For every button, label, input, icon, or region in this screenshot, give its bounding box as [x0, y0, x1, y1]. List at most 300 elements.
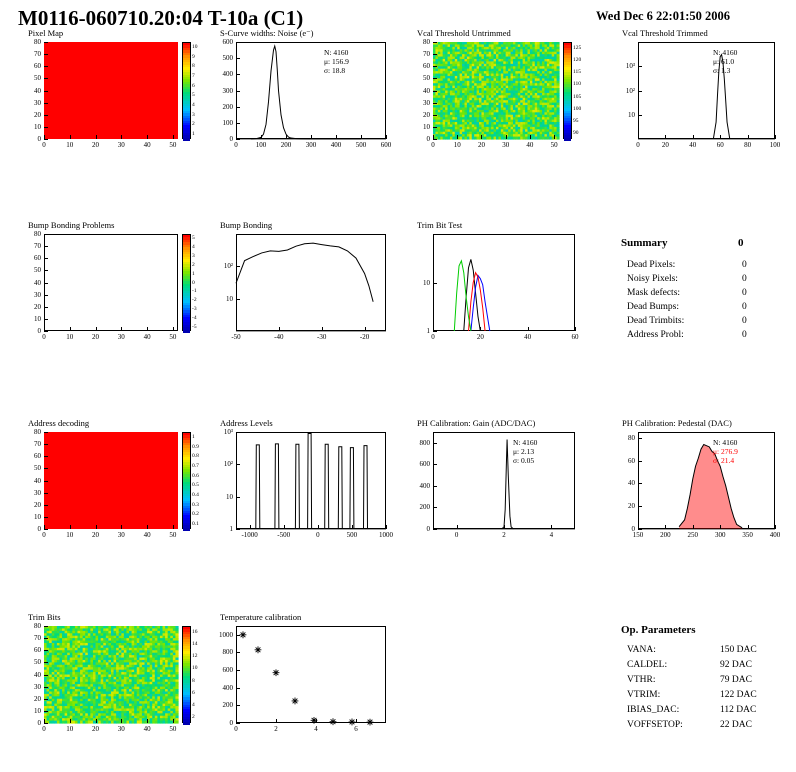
x-tick-label: 20 — [476, 333, 484, 341]
chart-panel-scurve-widths — [210, 30, 428, 185]
y-tick — [638, 506, 642, 507]
x-tick-label: 0 — [316, 531, 320, 539]
stat-line: σ: 1.3 — [713, 66, 731, 75]
stat-line: σ: 21.4 — [713, 456, 735, 465]
color-bar-label: 95 — [573, 117, 579, 124]
x-tick — [361, 135, 362, 139]
y-tick — [236, 652, 240, 653]
y-tick — [433, 464, 437, 465]
stat-line: μ: 61.0 — [713, 57, 735, 66]
y-tick — [44, 246, 48, 247]
summary-row-value: 0 — [742, 302, 747, 312]
color-bar-label: 125 — [573, 45, 582, 52]
chart-title-scurve-widths: S-Curve widths: Noise (e⁻) — [220, 28, 314, 38]
x-tick-label: 40 — [526, 141, 534, 149]
x-tick — [96, 327, 97, 331]
y-tick — [638, 483, 642, 484]
y-tick-label: 1 — [229, 525, 233, 533]
y-tick — [44, 432, 48, 433]
x-tick-label: 4 — [314, 725, 318, 733]
op-row-value: 122 DAC — [720, 690, 757, 700]
x-tick — [457, 525, 458, 529]
y-tick — [236, 497, 240, 498]
summary-row-value: 0 — [742, 316, 747, 326]
op-row-label: VANA: — [627, 645, 656, 655]
y-tick — [44, 91, 48, 92]
chart-title-vcal-threshold-untrimmed: Vcal Threshold Untrimmed — [417, 28, 511, 38]
x-tick-label: 30 — [117, 531, 125, 539]
y-tick — [236, 432, 240, 433]
x-tick — [693, 525, 694, 529]
chart-plot-temperature-calibration — [236, 626, 386, 723]
y-tick — [236, 91, 240, 92]
x-tick-label: -1000 — [241, 531, 258, 539]
y-tick-label: 60 — [628, 456, 635, 465]
y-tick — [44, 517, 48, 518]
summary-row-value: 0 — [742, 288, 747, 298]
y-tick-label: 60 — [34, 254, 41, 263]
x-tick-label: -30 — [317, 333, 327, 341]
x-tick — [386, 525, 387, 529]
y-tick — [44, 115, 48, 116]
chart-title-vcal-threshold-trimmed: Vcal Threshold Trimmed — [622, 28, 708, 38]
x-tick — [286, 135, 287, 139]
chart-panel-vcal-threshold-trimmed — [612, 30, 796, 185]
y-tick-label: 10³ — [625, 62, 635, 71]
stat-line: μ: 156.9 — [324, 57, 349, 66]
x-tick — [236, 327, 237, 331]
color-bar-label: 14 — [192, 641, 198, 648]
y-tick-label: 20 — [628, 502, 635, 511]
y-tick-label: 0 — [631, 525, 635, 533]
chart-plot-bump-bonding — [236, 234, 386, 331]
op-row-value: 22 DAC — [720, 720, 752, 730]
x-tick — [147, 135, 148, 139]
y-tick — [44, 675, 48, 676]
y-tick — [44, 650, 48, 651]
y-tick-label: 50 — [423, 74, 430, 83]
y-tick — [44, 234, 48, 235]
x-tick-label: 20 — [92, 531, 100, 539]
color-bar-label: 10 — [192, 665, 198, 672]
y-tick-label: 0 — [229, 719, 233, 727]
x-tick — [775, 135, 776, 139]
y-tick-label: 10² — [625, 86, 635, 95]
color-bar-label: 4 — [192, 244, 195, 251]
y-tick — [433, 443, 437, 444]
chart-panel-bump-bonding — [210, 222, 428, 377]
y-tick — [433, 66, 437, 67]
chart-panel-temperature-calibration — [210, 614, 428, 769]
color-bar-label: 1 — [192, 270, 195, 277]
summary-row-value: 0 — [742, 274, 747, 284]
x-tick — [365, 327, 366, 331]
y-tick — [44, 307, 48, 308]
y-tick — [236, 123, 240, 124]
y-tick — [44, 444, 48, 445]
x-tick — [316, 719, 317, 723]
y-tick-label: 1 — [426, 327, 430, 335]
y-tick — [44, 662, 48, 663]
color-bar-label: 0.5 — [192, 482, 199, 489]
page-title: M0116-060710.20:04 T-10a (C1) — [18, 6, 304, 30]
x-tick — [173, 327, 174, 331]
color-bar-label: 16 — [192, 629, 198, 636]
x-tick-label: 40 — [143, 141, 151, 149]
x-tick-label: 100 — [255, 141, 267, 149]
y-tick — [433, 127, 437, 128]
color-bar-label: 0.8 — [192, 453, 199, 460]
x-tick — [322, 327, 323, 331]
color-bar-label: -5 — [192, 323, 197, 330]
x-tick — [311, 135, 312, 139]
x-tick — [665, 135, 666, 139]
color-bar — [182, 42, 191, 139]
chart-plot-scurve-widths — [236, 42, 386, 139]
x-tick-label: -500 — [277, 531, 291, 539]
x-tick — [147, 327, 148, 331]
x-tick-label: 40 — [689, 141, 697, 149]
chart-plot-ph-calibration-gain — [433, 432, 575, 529]
y-tick — [638, 66, 642, 67]
y-tick-label: 600 — [222, 666, 233, 675]
x-tick — [748, 135, 749, 139]
chart-panel-ph-calibration-pedestal — [612, 420, 796, 575]
y-tick — [44, 638, 48, 639]
chart-title-ph-calibration-pedestal: PH Calibration: Pedestal (DAC) — [622, 418, 732, 428]
x-tick-label: 600 — [380, 141, 392, 149]
x-tick — [551, 525, 552, 529]
y-tick-label: 50 — [34, 266, 41, 275]
x-tick-label: 350 — [742, 531, 753, 539]
x-tick — [638, 135, 639, 139]
y-tick — [44, 270, 48, 271]
y-tick-label: 80 — [34, 622, 41, 630]
color-bar-label: 3 — [192, 253, 195, 260]
chart-panel-trim-bits — [18, 614, 236, 769]
chart-plot-vcal-threshold-trimmed — [638, 42, 775, 139]
x-tick-label: 10 — [66, 333, 74, 341]
x-tick-label: 150 — [632, 531, 644, 539]
color-bar-label: 90 — [573, 129, 579, 136]
color-bar-label: 2 — [192, 121, 195, 128]
y-tick-label: 60 — [34, 452, 41, 461]
color-bar-label: 110 — [573, 81, 582, 88]
x-tick-label: 50 — [550, 141, 558, 149]
x-tick — [356, 719, 357, 723]
y-tick — [44, 127, 48, 128]
x-tick-label: 50 — [169, 531, 177, 539]
color-bar-label: 4 — [192, 102, 195, 109]
y-tick — [433, 507, 437, 508]
x-tick — [173, 525, 174, 529]
y-tick-label: 600 — [419, 460, 430, 469]
color-bar-label: 105 — [573, 93, 582, 100]
y-tick-label: 70 — [34, 440, 41, 449]
x-tick-label: 0 — [636, 141, 640, 149]
x-tick-label: 2 — [502, 531, 506, 539]
y-tick-label: 80 — [628, 433, 635, 442]
y-tick — [433, 331, 437, 332]
op-row-value: 150 DAC — [720, 645, 757, 655]
x-tick-label: -50 — [231, 333, 241, 341]
y-tick — [433, 283, 437, 284]
chart-title-trim-bits: Trim Bits — [28, 612, 61, 622]
x-tick — [481, 135, 482, 139]
x-tick-label: 500 — [355, 141, 367, 149]
x-tick — [121, 327, 122, 331]
chart-title-trim-bit-test: Trim Bit Test — [417, 220, 463, 230]
y-tick-label: 20 — [34, 694, 41, 703]
x-tick — [276, 719, 277, 723]
y-tick — [44, 295, 48, 296]
chart-title-ph-calibration-gain: PH Calibration: Gain (ADC/DAC) — [417, 418, 536, 428]
color-bar-label: 4 — [192, 701, 195, 708]
y-tick-label: 800 — [419, 438, 430, 447]
color-bar-label: 7 — [192, 72, 195, 79]
y-tick-label: 400 — [222, 683, 233, 692]
color-bar-label: 115 — [573, 69, 582, 76]
y-tick-label: 60 — [34, 646, 41, 655]
color-bar-label: 8 — [192, 63, 195, 70]
stat-line: N: 4160 — [713, 438, 738, 447]
y-tick-label: 10 — [34, 512, 41, 521]
x-tick-label: 30 — [117, 725, 125, 733]
x-tick-label: 10 — [453, 141, 461, 149]
op-row-value: 79 DAC — [720, 675, 752, 685]
x-tick-label: 1000 — [379, 531, 393, 539]
op-row-label: CALDEL: — [627, 660, 668, 670]
y-tick-label: 1000 — [219, 630, 233, 639]
x-tick-label: 0 — [431, 141, 435, 149]
y-tick — [44, 283, 48, 284]
x-tick-label: 60 — [716, 141, 724, 149]
y-tick-label: 200 — [222, 102, 233, 111]
y-tick-label: 400 — [419, 481, 430, 490]
y-tick — [236, 266, 240, 267]
y-tick — [236, 688, 240, 689]
x-tick — [70, 327, 71, 331]
y-tick-label: 10 — [423, 278, 430, 287]
y-tick — [44, 699, 48, 700]
chart-plot-bump-bonding-problems — [44, 234, 178, 331]
y-tick-label: 70 — [34, 634, 41, 643]
chart-panel-bump-bonding-problems — [18, 222, 236, 377]
x-tick-label: 20 — [661, 141, 669, 149]
y-tick-label: 10 — [226, 294, 233, 303]
chart-title-bump-bonding: Bump Bonding — [220, 220, 273, 230]
summary-row-label: Mask defects: — [627, 288, 681, 298]
chart-plot-pixel-map — [44, 42, 178, 139]
summary-total: 0 — [738, 237, 744, 249]
y-tick — [236, 58, 240, 59]
y-tick-label: 30 — [34, 290, 41, 299]
y-tick — [236, 299, 240, 300]
color-bar — [182, 626, 191, 723]
x-tick-label: 60 — [571, 333, 579, 341]
y-tick-label: 10 — [34, 706, 41, 715]
x-tick-label: 0 — [42, 333, 46, 341]
y-tick — [638, 91, 642, 92]
y-tick — [236, 74, 240, 75]
x-tick-label: 40 — [524, 333, 532, 341]
color-bar-label: 6 — [192, 82, 195, 89]
y-tick-label: 40 — [34, 278, 41, 287]
color-bar-label: 0 — [192, 279, 195, 286]
y-tick — [236, 635, 240, 636]
x-tick-label: 200 — [280, 141, 292, 149]
x-tick-label: 250 — [687, 531, 699, 539]
summary-row-label: Noisy Pixels: — [627, 274, 678, 284]
y-tick — [44, 626, 48, 627]
x-tick — [665, 525, 666, 529]
y-tick-label: 10² — [223, 262, 233, 271]
y-tick-label: 0 — [37, 719, 41, 727]
color-bar-label: 6 — [192, 689, 195, 696]
y-tick — [44, 54, 48, 55]
x-tick-label: 20 — [92, 725, 100, 733]
y-tick-label: 40 — [423, 86, 430, 95]
chart-panel-trim-bit-test — [407, 222, 617, 377]
x-tick-label: 20 — [92, 333, 100, 341]
stat-line: μ: 276.9 — [713, 447, 738, 456]
x-tick — [336, 135, 337, 139]
color-bar-label: 5 — [192, 92, 195, 99]
color-bar-label: -3 — [192, 305, 197, 312]
y-tick — [44, 42, 48, 43]
y-tick — [44, 319, 48, 320]
x-tick-label: 20 — [92, 141, 100, 149]
y-tick-label: 600 — [222, 38, 233, 46]
y-tick-label: 10 — [423, 122, 430, 131]
y-tick-label: 40 — [34, 86, 41, 95]
y-tick — [638, 461, 642, 462]
x-tick — [720, 525, 721, 529]
x-tick — [173, 719, 174, 723]
x-tick-label: 0 — [42, 725, 46, 733]
color-bar-label: 8 — [192, 677, 195, 684]
y-tick-label: 70 — [34, 242, 41, 251]
op-row-label: VOFFSETOP: — [627, 720, 683, 730]
x-tick-label: 0 — [42, 141, 46, 149]
x-tick-label: 100 — [769, 141, 781, 149]
y-tick — [44, 687, 48, 688]
y-tick — [44, 78, 48, 79]
y-tick-label: 0 — [229, 135, 233, 143]
y-tick-label: 50 — [34, 658, 41, 667]
y-tick-label: 40 — [34, 670, 41, 679]
y-tick — [433, 78, 437, 79]
y-tick — [638, 438, 642, 439]
color-bar-label: -4 — [192, 314, 197, 321]
x-tick — [96, 719, 97, 723]
y-tick-label: 30 — [34, 98, 41, 107]
chart-title-pixel-map: Pixel Map — [28, 28, 64, 38]
color-bar — [563, 42, 572, 139]
chart-panel-vcal-threshold-untrimmed — [407, 30, 617, 185]
x-tick — [121, 719, 122, 723]
y-tick-label: 400 — [222, 70, 233, 79]
y-tick-label: 80 — [423, 38, 430, 46]
y-tick — [44, 258, 48, 259]
x-tick-label: 30 — [502, 141, 510, 149]
stat-line: σ: 18.8 — [324, 66, 346, 75]
color-bar-label: 2 — [192, 713, 195, 720]
chart-title-temperature-calibration: Temperature calibration — [220, 612, 302, 622]
color-bar-label: 9 — [192, 53, 195, 60]
x-tick-label: 2 — [274, 725, 278, 733]
x-tick-label: 200 — [660, 531, 671, 539]
y-tick-label: 20 — [34, 302, 41, 311]
y-tick — [236, 42, 240, 43]
y-tick-label: 30 — [423, 98, 430, 107]
x-tick-label: 30 — [117, 333, 125, 341]
color-bar-label: 0.3 — [192, 501, 199, 508]
y-tick — [433, 42, 437, 43]
y-tick-label: 20 — [34, 110, 41, 119]
y-tick-label: 0 — [426, 525, 430, 533]
y-tick-label: 70 — [34, 50, 41, 59]
x-tick — [284, 525, 285, 529]
x-tick-label: 10 — [66, 141, 74, 149]
y-tick — [44, 481, 48, 482]
y-tick-label: 10² — [223, 460, 233, 469]
y-tick-label: 800 — [222, 648, 233, 657]
x-tick — [70, 525, 71, 529]
summary-row-value: 0 — [742, 260, 747, 270]
y-tick-label: 80 — [34, 428, 41, 436]
op-row-value: 112 DAC — [720, 705, 757, 715]
y-tick-label: 30 — [34, 488, 41, 497]
chart-title-address-levels: Address Levels — [220, 418, 273, 428]
y-tick-label: 300 — [222, 86, 233, 95]
y-tick-label: 200 — [419, 503, 430, 512]
y-tick-label: 40 — [34, 476, 41, 485]
y-tick-label: 200 — [222, 701, 233, 710]
y-tick — [433, 91, 437, 92]
op-row-value: 92 DAC — [720, 660, 752, 670]
x-tick — [693, 135, 694, 139]
chart-title-bump-bonding-problems: Bump Bonding Problems — [28, 220, 115, 230]
stat-line: N: 4160 — [513, 438, 538, 447]
x-tick — [386, 135, 387, 139]
summary-row-label: Dead Pixels: — [627, 260, 676, 270]
y-tick — [44, 468, 48, 469]
x-tick — [504, 525, 505, 529]
y-tick — [638, 115, 642, 116]
x-tick — [528, 327, 529, 331]
x-tick — [480, 327, 481, 331]
x-tick — [575, 327, 576, 331]
color-bar-label: 10 — [192, 43, 198, 50]
x-tick-label: 300 — [305, 141, 317, 149]
y-tick — [236, 529, 240, 530]
y-tick-label: 10 — [34, 122, 41, 131]
y-tick-label: 80 — [34, 230, 41, 238]
x-tick-label: 500 — [346, 531, 358, 539]
y-tick-label: 0 — [37, 135, 41, 143]
x-tick — [121, 525, 122, 529]
y-tick — [44, 711, 48, 712]
color-bar-label: 100 — [573, 105, 582, 112]
x-tick-label: 300 — [714, 531, 726, 539]
color-bar-label: 120 — [573, 57, 582, 64]
x-tick — [261, 135, 262, 139]
chart-panel-address-decoding — [18, 420, 236, 575]
summary-title: Summary — [621, 237, 668, 249]
y-tick — [433, 115, 437, 116]
y-tick — [44, 139, 48, 140]
